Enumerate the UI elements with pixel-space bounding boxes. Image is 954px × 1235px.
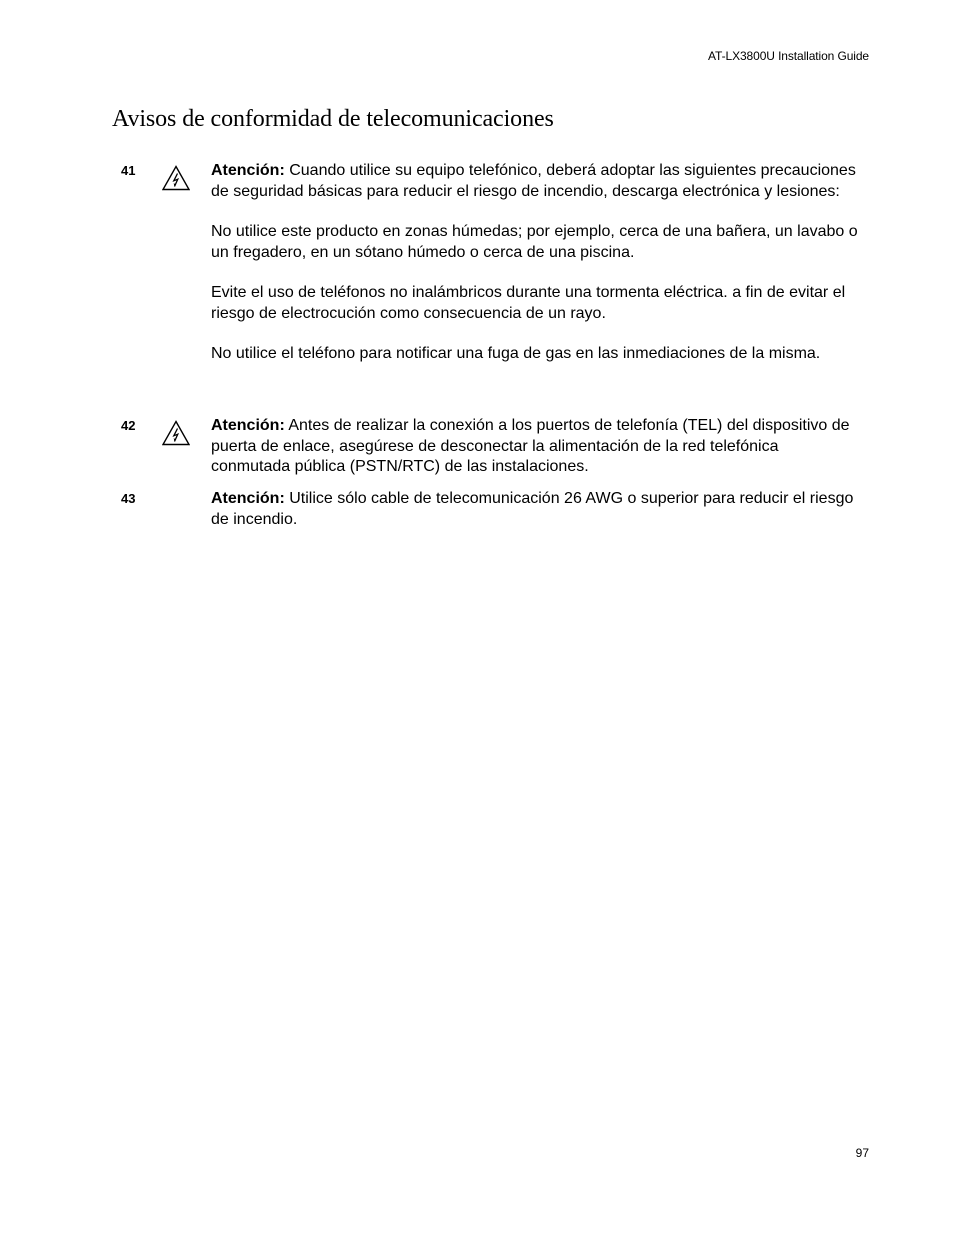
page-number: 97 [855, 1146, 869, 1160]
attention-label: Atención: [211, 417, 285, 434]
notice-body [211, 489, 861, 530]
notice-paragraph: Evite el uso de teléfonos no inalámbricos durante una tormenta eléctrica. a fin de evitar el riesgo de electrocución como consecuencia de un rayo. [211, 284, 846, 322]
attention-label: Atención: [211, 162, 285, 179]
running-header: AT-LX3800U Installation Guide [708, 49, 869, 63]
electrical-hazard-icon [162, 165, 190, 191]
notice-body [211, 416, 861, 478]
notice-text: Antes de realizar la conexión a los puertos de telefonía (TEL) del dispositivo de puerta de enlace, asegúrese de desconectar la alimentación de la red telefónica conmutada pública (PSTN/RTC) de las instalaciones. [211, 417, 850, 475]
attention-label: Atención: [211, 490, 285, 507]
notice-number: 42 [121, 418, 136, 433]
notice-intro [211, 416, 861, 478]
notice-number: 41 [121, 163, 136, 178]
notice-body [211, 161, 861, 365]
notice-paragraph: No utilice el teléfono para notificar una fuga de gas en las inmediaciones de la misma. [211, 345, 821, 362]
notice-intro [211, 489, 861, 530]
section-title: Avisos de conformidad de telecomunicaciones [112, 106, 554, 132]
notice-number: 43 [121, 491, 136, 506]
electrical-hazard-icon [162, 420, 190, 446]
notice-text: Cuando utilice su equipo telefónico, deberá adoptar las siguientes precauciones de seguridad básicas para reducir el riesgo de incendio, descarga electrónica y lesiones: [211, 162, 856, 200]
notice-text: Utilice sólo cable de telecomunicación 26 AWG o superior para reducir el riesgo de incendio. [211, 490, 854, 528]
notice-paragraph: No utilice este producto en zonas húmedas; por ejemplo, cerca de una bañera, un lavabo o un fregadero, en un sótano húmedo o cerca de una piscina. [211, 223, 858, 261]
notice-intro [211, 161, 861, 202]
